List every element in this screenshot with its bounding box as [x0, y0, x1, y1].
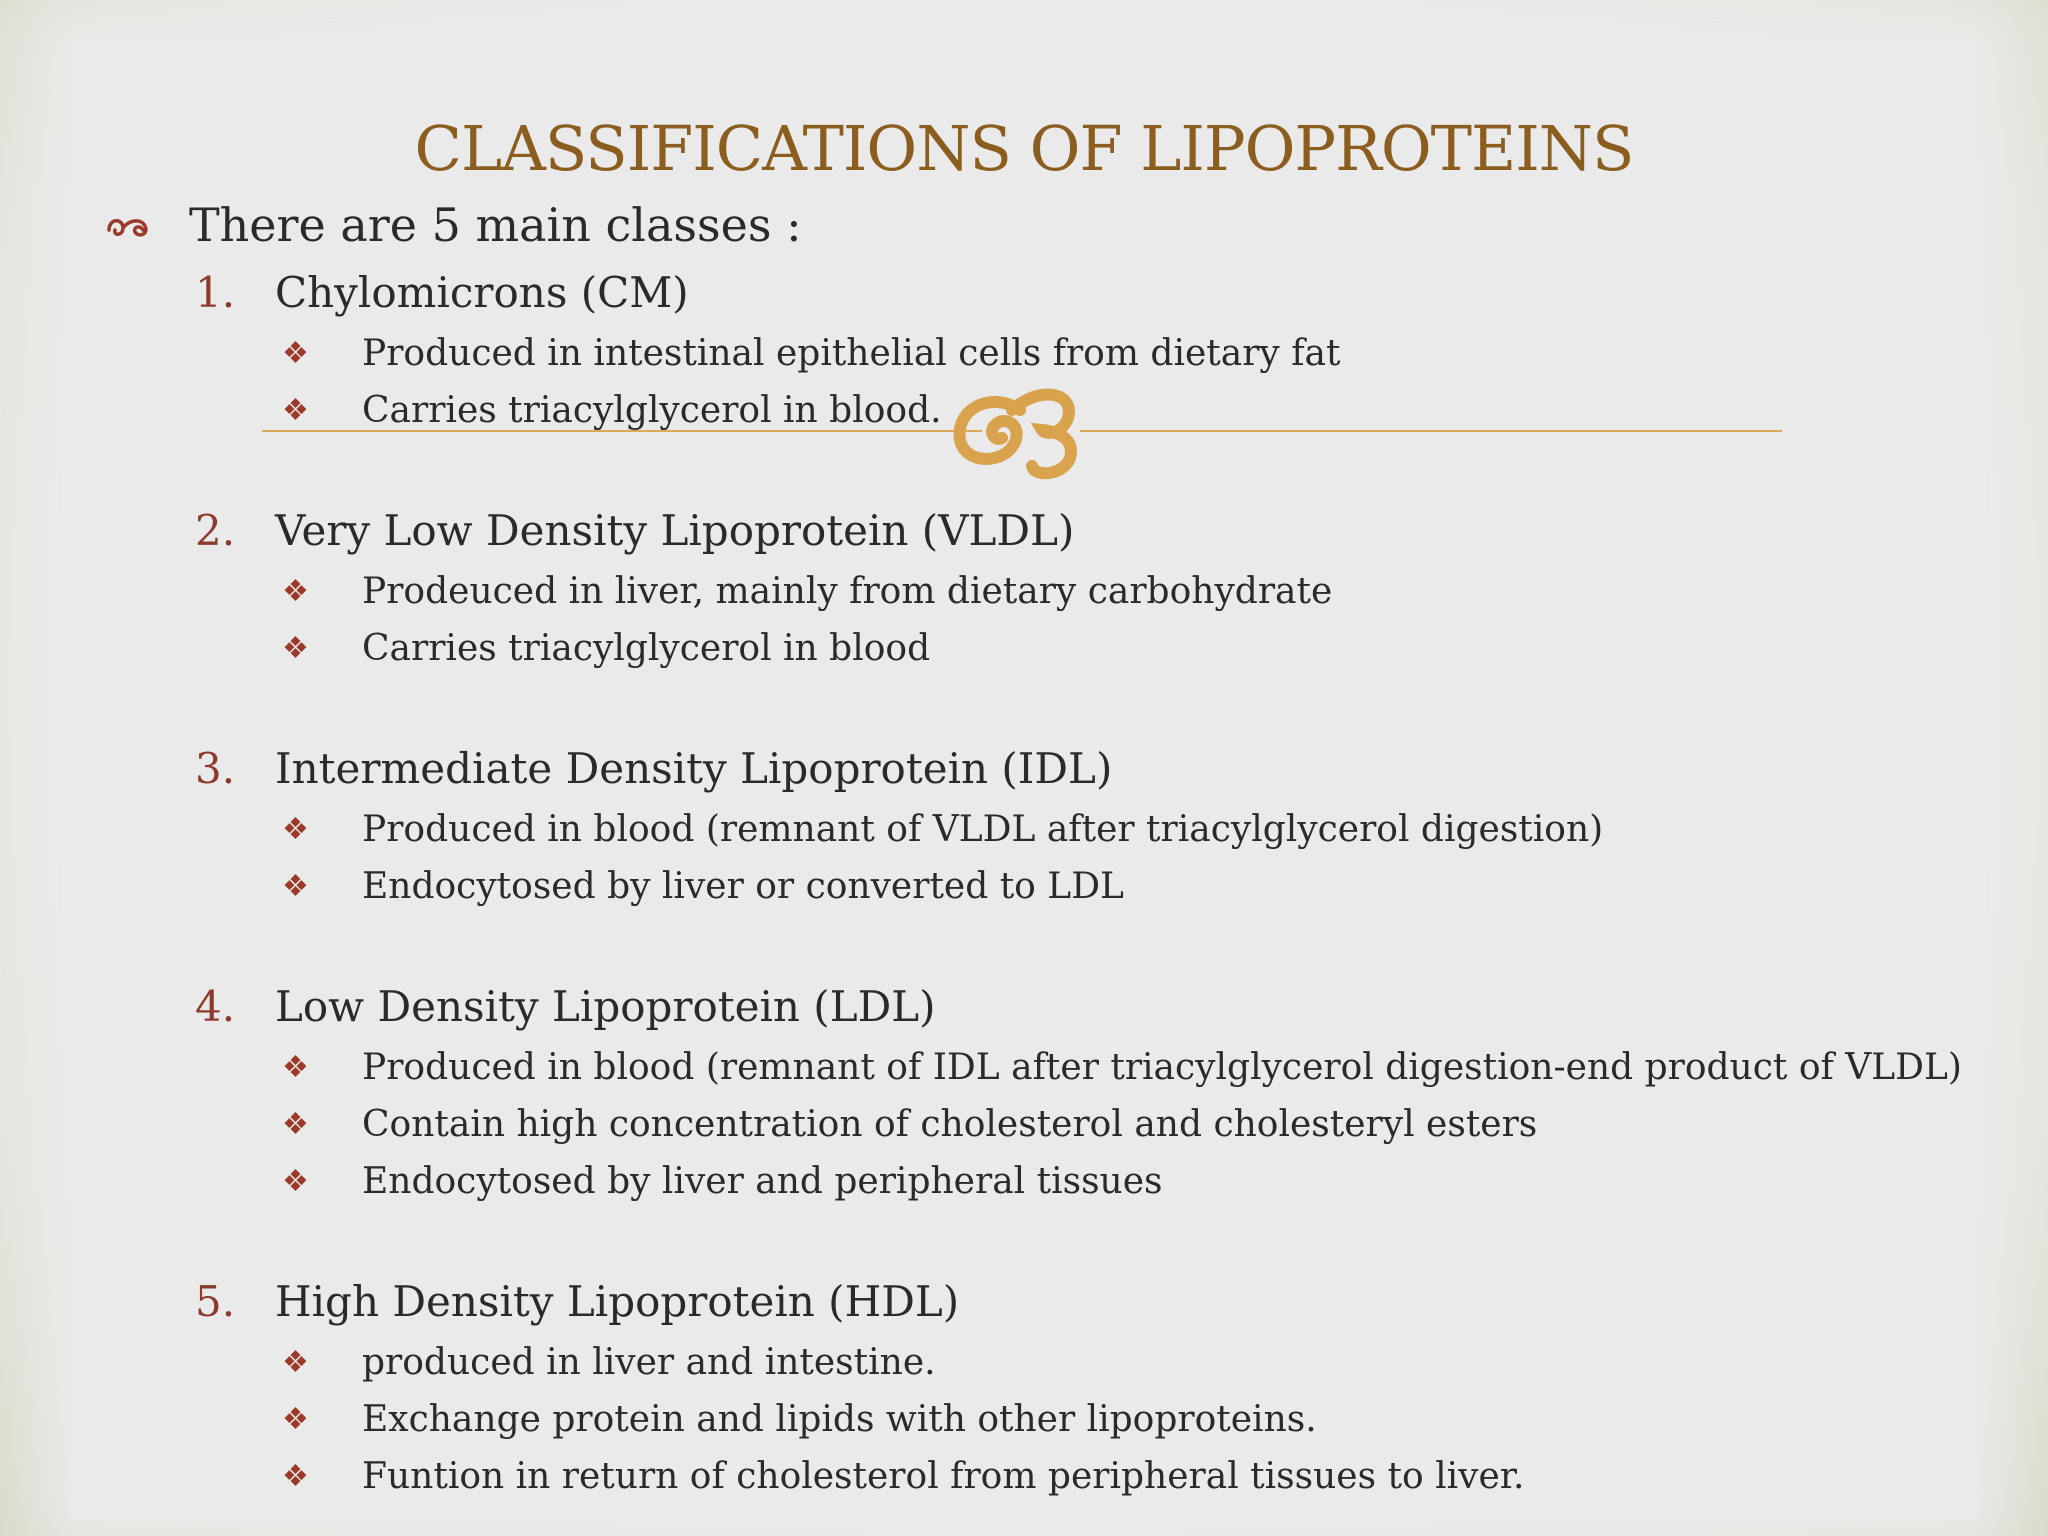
class-item-3 [195, 744, 1112, 793]
four-diamond-icon: ❖ [282, 393, 309, 428]
four-diamond-icon: ❖ [282, 574, 309, 609]
bullet-item [282, 809, 1603, 850]
bullet-item [282, 628, 930, 669]
bullet-text: Prodeuced in liver, mainly from dietary carbohydrate [362, 571, 1333, 612]
class-number: 4. [195, 982, 236, 1031]
four-diamond-icon: ❖ [282, 336, 309, 371]
bullet-text: Endocytosed by liver or converted to LDL [362, 866, 1124, 907]
bullet-item [282, 1104, 1537, 1145]
bullet-text: Exchange protein and lipids with other lipoproteins. [362, 1399, 1317, 1440]
bullet-item [282, 1456, 1524, 1497]
bullet-item [282, 390, 942, 431]
four-diamond-icon: ❖ [282, 869, 309, 904]
four-diamond-icon: ❖ [282, 812, 309, 847]
bullet-item [282, 571, 1332, 612]
bullet-item [282, 866, 1124, 907]
class-name: High Density Lipoprotein (HDL) [275, 1277, 960, 1326]
four-diamond-icon: ❖ [282, 1107, 309, 1142]
lead-text: There are 5 main classes : [189, 198, 802, 252]
bullet-item [282, 1047, 1962, 1088]
bullet-text: Funtion in return of cholesterol from peripheral tissues to liver. [362, 1456, 1525, 1497]
flourish-ornament-icon [950, 380, 1100, 480]
class-number: 5. [195, 1277, 236, 1326]
class-name: Chylomicrons (CM) [275, 268, 689, 317]
class-number: 3. [195, 744, 236, 793]
bullet-text: Endocytosed by liver and peripheral tissues [362, 1161, 1163, 1202]
four-diamond-icon: ❖ [282, 1345, 309, 1380]
bullet-item [282, 1161, 1163, 1202]
bullet-item [282, 1342, 936, 1383]
divider-right [1080, 430, 1782, 432]
class-name: Intermediate Density Lipoprotein (IDL) [275, 744, 1113, 793]
class-name: Low Density Lipoprotein (LDL) [275, 982, 936, 1031]
class-number: 2. [195, 506, 236, 555]
four-diamond-icon: ❖ [282, 1459, 309, 1494]
bullet-text: Produced in blood (remnant of VLDL after triacylglycerol digestion) [362, 809, 1604, 850]
bullet-text: Produced in intestinal epithelial cells from dietary fat [362, 333, 1341, 374]
class-item-5 [195, 1277, 959, 1326]
class-name: Very Low Density Lipoprotein (VLDL) [275, 506, 1075, 555]
bullet-text: Produced in blood (remnant of IDL after triacylglycerol digestion-end product of VLDL) [362, 1047, 1962, 1088]
four-diamond-icon: ❖ [282, 631, 309, 666]
bullet-text: produced in liver and intestine. [362, 1342, 936, 1383]
class-item-1 [195, 268, 689, 317]
four-diamond-icon: ❖ [282, 1164, 309, 1199]
bullet-text: Carries triacylglycerol in blood. [362, 390, 942, 431]
bullet-item [282, 1399, 1317, 1440]
slide-title: CLASSIFICATIONS OF LIPOPROTEINS [414, 112, 1634, 185]
bullet-text: Contain high concentration of cholesterol and cholesteryl esters [362, 1104, 1538, 1145]
lead-line [105, 198, 802, 252]
bullet-text: Carries triacylglycerol in blood [362, 628, 931, 669]
four-diamond-icon: ❖ [282, 1402, 309, 1437]
bullet-item [282, 333, 1340, 374]
scroll-flourish-icon [105, 206, 153, 252]
four-diamond-icon: ❖ [282, 1050, 309, 1085]
class-number: 1. [195, 268, 236, 317]
class-item-2 [195, 506, 1074, 555]
class-item-4 [195, 982, 936, 1031]
